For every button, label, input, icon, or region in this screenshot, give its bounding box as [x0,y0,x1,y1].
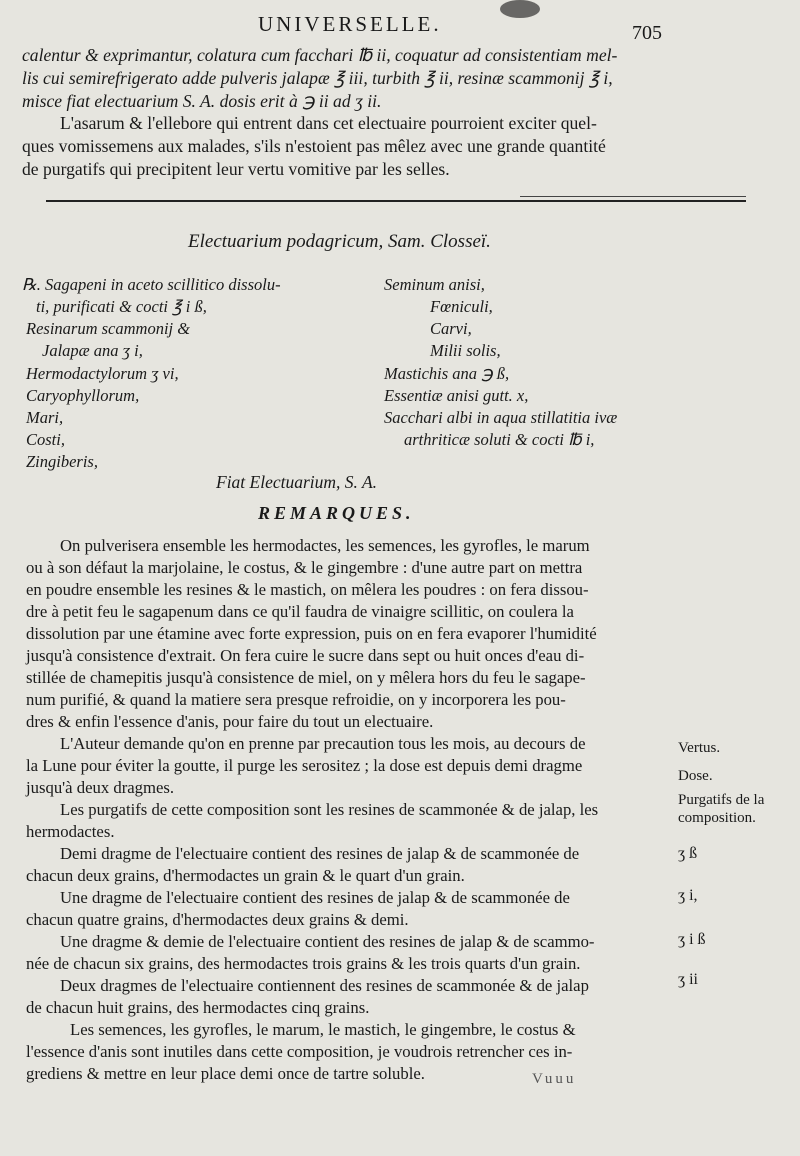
body-line: jusqu'à deux dragmes. [26,778,175,797]
body-line: Les semences, les gyrofles, le marum, le mastich, le gingembre, le costus & [70,1020,576,1039]
body-line: L'Auteur demande qu'on en prenne par precaution tous les mois, au decours de [60,734,586,753]
body-line: Les purgatifs de cette composition sont les resines de scammonée & de jalap, les [60,800,599,819]
recipe-left-line: Hermodactylorum ʒ vi, [26,364,179,383]
paragraph-line: L'asarum & l'ellebore qui entrent dans cet electuaire pourroient exciter quel- [60,113,597,133]
dose-mark: ʒ ß [678,845,698,862]
body-line: la Lune pour éviter la goutte, il purge les serositez ; la dose est depuis demi dragme [26,756,583,775]
recipe-left-line: Mari, [26,408,64,427]
section-rule-faint [520,196,746,197]
recipe-left-line: Costi, [26,430,65,449]
recipe-left-line: Jalapæ ana ʒ i, [42,341,143,360]
recipe-left-line: Caryophyllorum, [26,386,140,405]
top-line: misce fiat electuarium S. A. dosis erit à ℈ ii ad ʒ ii. [22,91,382,111]
body-line: Deux dragmes de l'electuaire contiennent des resines de scammonée & de jalap [60,976,589,995]
recipe-right-line: Carvi, [430,319,472,338]
body-line: chacun deux grains, d'hermodactes un grain & le quart d'un grain. [26,866,465,885]
recipe-left-line: Resinarum scammonij & [26,319,191,338]
dose-mark: ʒ i ß [678,931,706,948]
recipe-right-line: Mastichis ana ℈ ß, [384,364,510,383]
body-line: de chacun huit grains, des hermodactes cinq grains. [26,998,370,1017]
body-line: num purifié, & quand la matiere sera presque refroidie, on y incorporera les pou- [26,690,566,709]
recipe-right-line: Sacchari albi in aqua stillatitia ivæ [384,408,618,427]
recipe-right-line: Seminum anisi, [384,275,485,294]
body-line: stillée de chamepitis jusqu'à consistence de miel, on y mêlera hors du feu le sagape- [26,668,586,687]
recipe-left-line: Zingiberis, [26,452,98,471]
signature-mark: Vuuu [532,1071,577,1087]
body-line: chacun quatre grains, d'hermodactes deux grains & demi. [26,910,409,929]
body-line: dissolution par une étamine avec forte expression, puis on en fera evaporer l'humidité [26,624,597,643]
margin-note-vertus: Vertus. [678,740,721,756]
body-line: l'essence d'anis sont inutiles dans cette composition, je voudrois retrencher ces in- [26,1042,573,1061]
body-line: On pulverisera ensemble les hermodactes, les semences, les gyrofles, le marum [60,536,590,555]
recipe-right-line: Essentiæ anisi gutt. x, [384,386,529,405]
recipe-left-line: ℞. Sagapeni in aceto scillitico dissolu- [22,275,281,294]
running-head: UNIVERSELLE. [258,12,442,36]
margin-note-dose: Dose. [678,768,713,784]
body-line: en poudre ensemble les resines & le mastich, on mêlera les poudres : on fera dissou- [26,580,589,599]
paragraph-line: de purgatifs qui precipitent leur vertu vomitive par les selles. [22,159,450,179]
body-line: Demi dragme de l'electuaire contient des resines de jalap & de scammonée de [60,844,580,863]
body-line: ou à son défaut la marjolaine, le costus, & le gingembre : d'une autre part on mettra [26,558,583,577]
paragraph-line: ques vomissemens aux malades, s'ils n'estoient pas mêlez avec une grande quantité [22,136,606,156]
body-line: dre à petit feu le sagapenum dans ce qu'il faudra de vinaigre scillitic, on coulera la [26,602,574,621]
body-line: née de chacun six grains, des hermodactes trois grains & les trois quarts d'un grain. [26,954,581,973]
recipe-right-line: Milii solis, [430,341,501,360]
margin-note-composition: composition. [678,810,756,826]
recipe-left-line: ti, purificati & cocti ℥ i ß, [36,297,207,316]
remarques-heading: REMARQUES. [258,503,415,523]
section-rule [46,200,746,202]
body-line: dres & enfin l'essence d'anis, pour faire du tout un electuaire. [26,712,434,731]
top-line: calentur & exprimantur, colatura cum facchari ℔ ii, coquatur ad consistentiam mel- [22,45,618,65]
body-line: hermodactes. [26,822,115,841]
paper-stain [500,0,540,18]
dose-mark: ʒ i, [678,887,698,904]
recipe-title: Electuarium podagricum, Sam. Closseï. [188,231,491,252]
margin-note-purgatifs: Purgatifs de la [678,792,765,808]
recipe-right-line: Fœniculi, [430,297,493,316]
fiat-line: Fiat Electuarium, S. A. [216,472,378,492]
dose-mark: ʒ ii [678,971,698,988]
top-line: lis cui semirefrigerato adde pulveris jalapæ ℥ iii, turbith ℥ ii, resinæ scammonij ℥ i, [22,68,613,88]
recipe-right-line: arthriticæ soluti & cocti ℔ i, [404,430,595,449]
body-line: Une dragme & demie de l'electuaire contient des resines de jalap & de scammo- [60,932,595,951]
body-line: grediens & mettre en leur place demi once de tartre soluble. [26,1064,425,1083]
body-line: Une dragme de l'electuaire contient des resines de jalap & de scammonée de [60,888,570,907]
page-number: 705 [632,22,662,44]
body-line: jusqu'à consistence d'extrait. On fera cuire le sucre dans sept ou huit onces d'eau di- [26,646,585,665]
